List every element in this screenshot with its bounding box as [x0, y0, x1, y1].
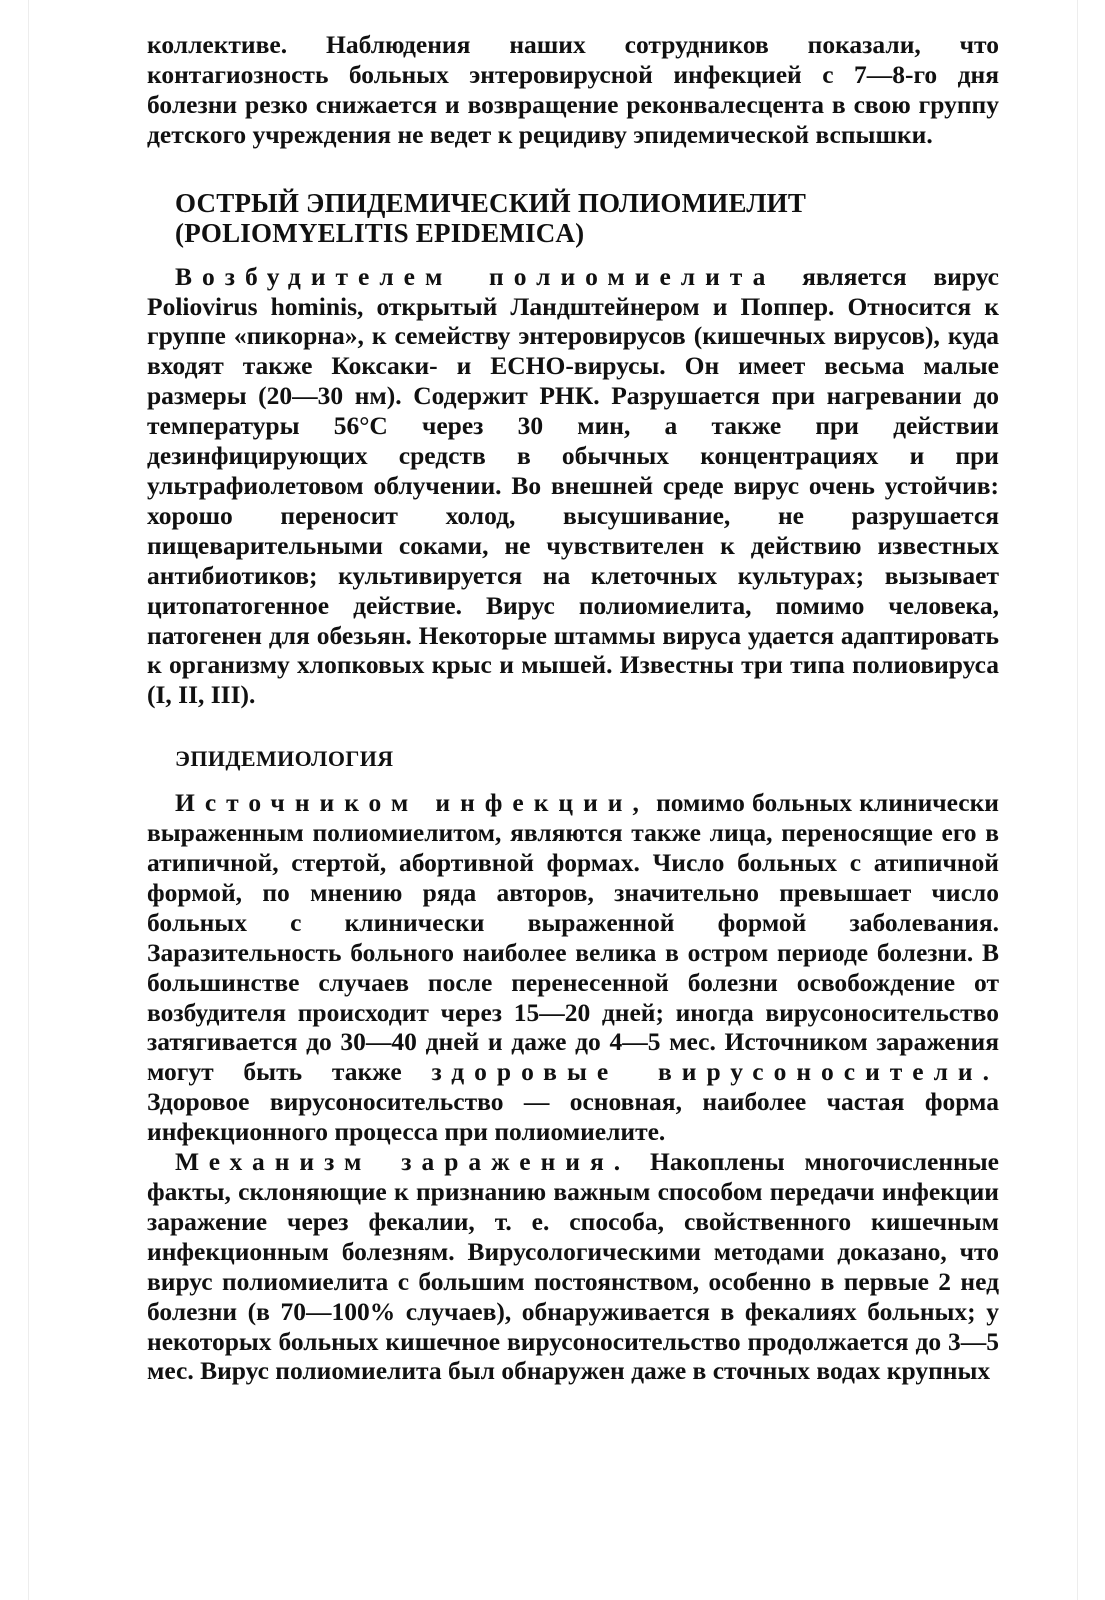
paragraph-pathogen — [147, 262, 999, 711]
paragraph-text: Здоровое вирусоносительство — основная, наиболее частая форма инфекционного процесса при полиомиелите. — [147, 1087, 999, 1147]
paragraph-source-of-infection — [147, 788, 999, 1147]
spaced-term: здоровые вирусоносители. — [431, 1057, 999, 1087]
spaced-lead-term: Механизм заражения. — [175, 1147, 631, 1177]
section-heading-poliomyelitis — [175, 188, 999, 248]
section-heading-epidemiology: ЭПИДЕМИОЛОГИЯ — [175, 746, 394, 772]
paragraph-text: является вирус Poliovirus hominis, открытый Ландштейнером и Поппер. Относится к группе «пикорна», к семейству энтеровирусов (кишечных вирусов), куда входят также Коксаки- и ECHO-вирусы. Он имеет весьма малые размеры (20—30 нм). Содержит РНК. Разрушается при нагревании до температуры 56°С через 30 мин, а также при действии дезинфицирующих средств в обычных концентрациях и при ультрафиолетовом облучении. Во внешней среде вирус очень устойчив: хорошо переносит холод, высушивание, не разрушается пищеварительными соками, не чувствителен к действию известных антибиотиков; культивируется на клеточных культурах; вызывает цитопатогенное действие. Вирус полиомиелита, помимо человека, патогенен для обезьян. Некоторые штаммы вируса удается адаптировать к организму хлопковых крыс и мышей. Известны три типа полиовируса (I, II, III). — [147, 261, 999, 710]
paragraph-intro: коллективе. Наблюдения наших сотрудников показали, что контагиозность больных энтеровирусной инфекцией с 7—8-го дня болезни резко снижается и возвращение реконвалесцента в свою группу детского учреждения не ведет к рецидиву эпидемической вспышки. — [147, 30, 999, 149]
paragraph-text: помимо больных клинически выраженным полиомиелитом, являются также лица, переносящие его в атипичной, стертой, абортивной формах. Число больных с атипичной формой, по мнению ряда авторов, значительно превышает число больных с клинически выраженной формой заболевания. Заразительность больного наиболее велика в остром периоде болезни. В большинстве случаев после перенесенной болезни освобождение от возбудителя происходит через 15—20 дней; иногда вирусоносительство затягивается до 30—40 дней и даже до 4—5 мес. Источником заражения могут быть также — [147, 788, 999, 1087]
spaced-lead-term: Возбудителем полиомиелита — [175, 261, 776, 291]
heading-title-latin: (POLIOMYELITIS EPIDEMICA) — [175, 217, 585, 248]
paragraph-infection-mechanism — [147, 1147, 999, 1386]
spaced-lead-term: Источником инфекции, — [175, 788, 649, 818]
heading-title-ru: ОСТРЫЙ ЭПИДЕМИЧЕСКИЙ ПОЛИОМИЕЛИТ — [175, 187, 807, 218]
paragraph-text: Накоплены многочисленные факты, склоняющие к признанию важным способом передачи инфекции заражение через фекалии, т. е. способа, свойственного кишечным инфекционным болезням. Вирусологическими методами доказано, что вирус полиомиелита с большим постоянством, особенно в первые 2 нед болезни (в 70—100% случаев), обнаруживается в фекалиях больных; у некоторых больных кишечное вирусоносительство продолжается до 3—5 мес. Вирус полиомиелита был обнаружен даже в сточных водах крупных — [147, 1147, 999, 1386]
document-page — [147, 30, 999, 1386]
page-sheet — [28, 0, 1078, 1600]
